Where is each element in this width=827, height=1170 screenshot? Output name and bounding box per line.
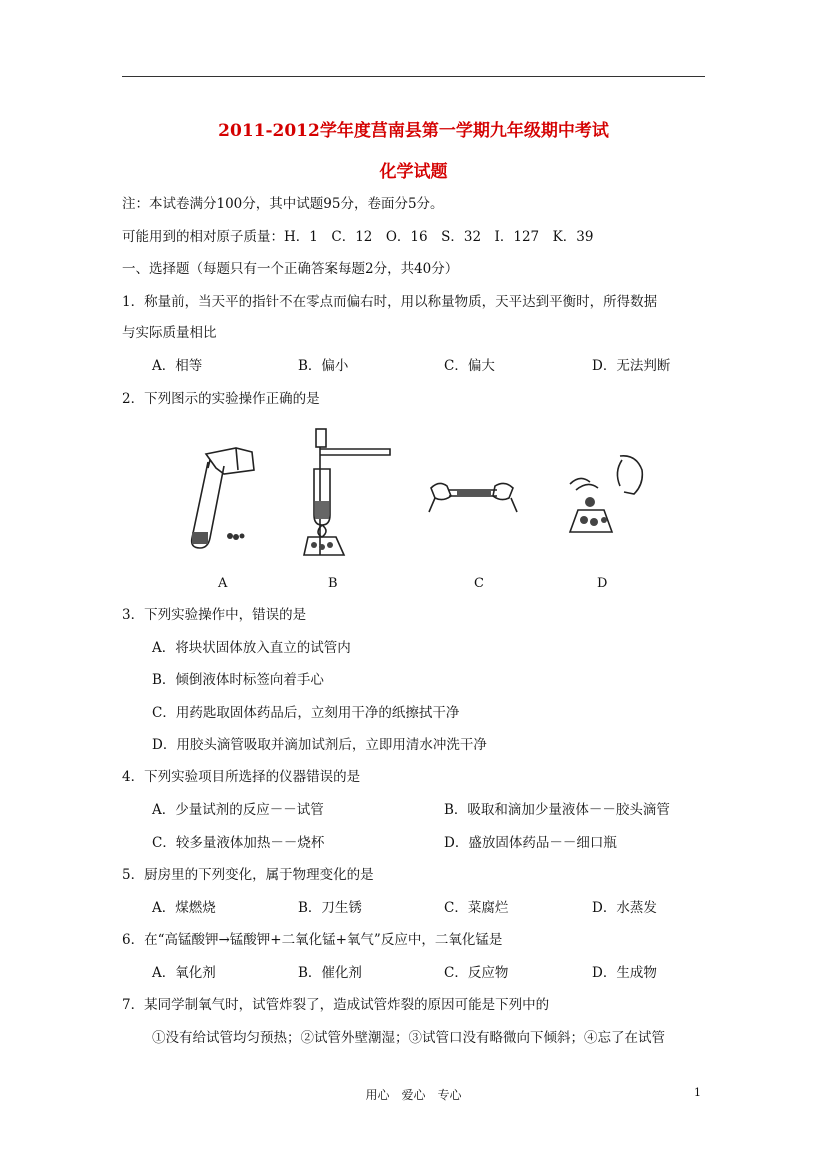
- q6-option-c: C．反应物: [444, 965, 509, 981]
- question-5-stem: 5．厨房里的下列变化，属于物理变化的是: [122, 867, 374, 883]
- question-4-stem: 4．下列实验项目所选择的仪器错误的是: [122, 769, 361, 785]
- figure-label-b: B: [328, 576, 338, 591]
- q3-option-c: C．用药匙取固体药品后，立刻用干净的纸擦拭干净: [152, 705, 460, 721]
- q1-option-a: A．相等: [152, 358, 203, 374]
- q4-option-a: A．少量试剂的反应－－试管: [152, 802, 324, 818]
- q6-option-a: A．氧化剂: [152, 965, 216, 981]
- question-6-stem: 6．在“高锰酸钾→锰酸钾+二氧化锰+氧气”反应中，二氧化锰是: [122, 932, 503, 948]
- question-7-stem-cont: ①没有给试管均匀预热；②试管外壁潮湿；③试管口没有略微向下倾斜；④忘了在试管: [152, 1030, 665, 1046]
- figure-c-holding-tube: [425, 472, 520, 522]
- question-1-stem: 1．称量前，当天平的指针不在零点而偏右时，用以称量物质，天平达到平衡时，所得数据: [122, 294, 658, 310]
- q6-option-b: B．催化剂: [298, 965, 362, 981]
- q5-option-c: C．菜腐烂: [444, 900, 509, 916]
- exam-title: 2011-2012学年度莒南县第一学期九年级期中考试: [218, 121, 609, 141]
- question-2-stem: 2．下列图示的实验操作正确的是: [122, 391, 320, 407]
- q4-option-b: B．吸取和滴加少量液体－－胶头滴管: [444, 802, 670, 818]
- q4-option-d: D．盛放固体药品－－细口瓶: [444, 835, 617, 851]
- page-number: 1: [694, 1086, 701, 1099]
- figure-label-d: D: [597, 576, 608, 591]
- figure-a-pouring-liquid: [180, 440, 260, 552]
- q3-option-a: A．将块状固体放入直立的试管内: [152, 640, 351, 656]
- atomic-mass-note: 可能用到的相对原子质量：H．1 C．12 O．16 S．32 I．127 K．39: [122, 229, 594, 245]
- q5-option-a: A．煤燃烧: [152, 900, 216, 916]
- figure-d-smelling-gas: [560, 450, 650, 540]
- header-rule: [122, 76, 705, 77]
- page-footer: 用心 爱心 专心: [365, 1088, 462, 1102]
- q1-option-d: D．无法判断: [592, 358, 671, 374]
- question-3-stem: 3．下列实验操作中，错误的是: [122, 607, 307, 623]
- q6-option-d: D．生成物: [592, 965, 657, 981]
- score-note: 注：本试卷满分100分，其中试题95分，卷面分5分。: [122, 196, 444, 212]
- q3-option-b: B．倾倒液体时标签向着手心: [152, 672, 324, 688]
- exam-subtitle: 化学试题: [379, 162, 448, 182]
- q3-option-d: D．用胶头滴管吸取并滴加试剂后，立即用清水冲洗干净: [152, 737, 487, 753]
- question-1-stem-cont: 与实际质量相比: [122, 325, 217, 341]
- q1-option-b: B．偏小: [298, 358, 349, 374]
- section-heading: 一、选择题（每题只有一个正确答案每题2分，共40分）: [122, 261, 459, 277]
- q1-option-c: C．偏大: [444, 358, 495, 374]
- q4-option-c: C．较多量液体加热－－烧杯: [152, 835, 325, 851]
- q5-option-b: B．刀生锈: [298, 900, 362, 916]
- q5-option-d: D．水蒸发: [592, 900, 657, 916]
- figure-label-a: A: [218, 576, 228, 591]
- figure-b-heating-test-tube: [300, 425, 395, 565]
- figure-label-c: C: [474, 576, 484, 591]
- question-7-stem: 7．某同学制氧气时，试管炸裂了，造成试管炸裂的原因可能是下列中的: [122, 997, 550, 1013]
